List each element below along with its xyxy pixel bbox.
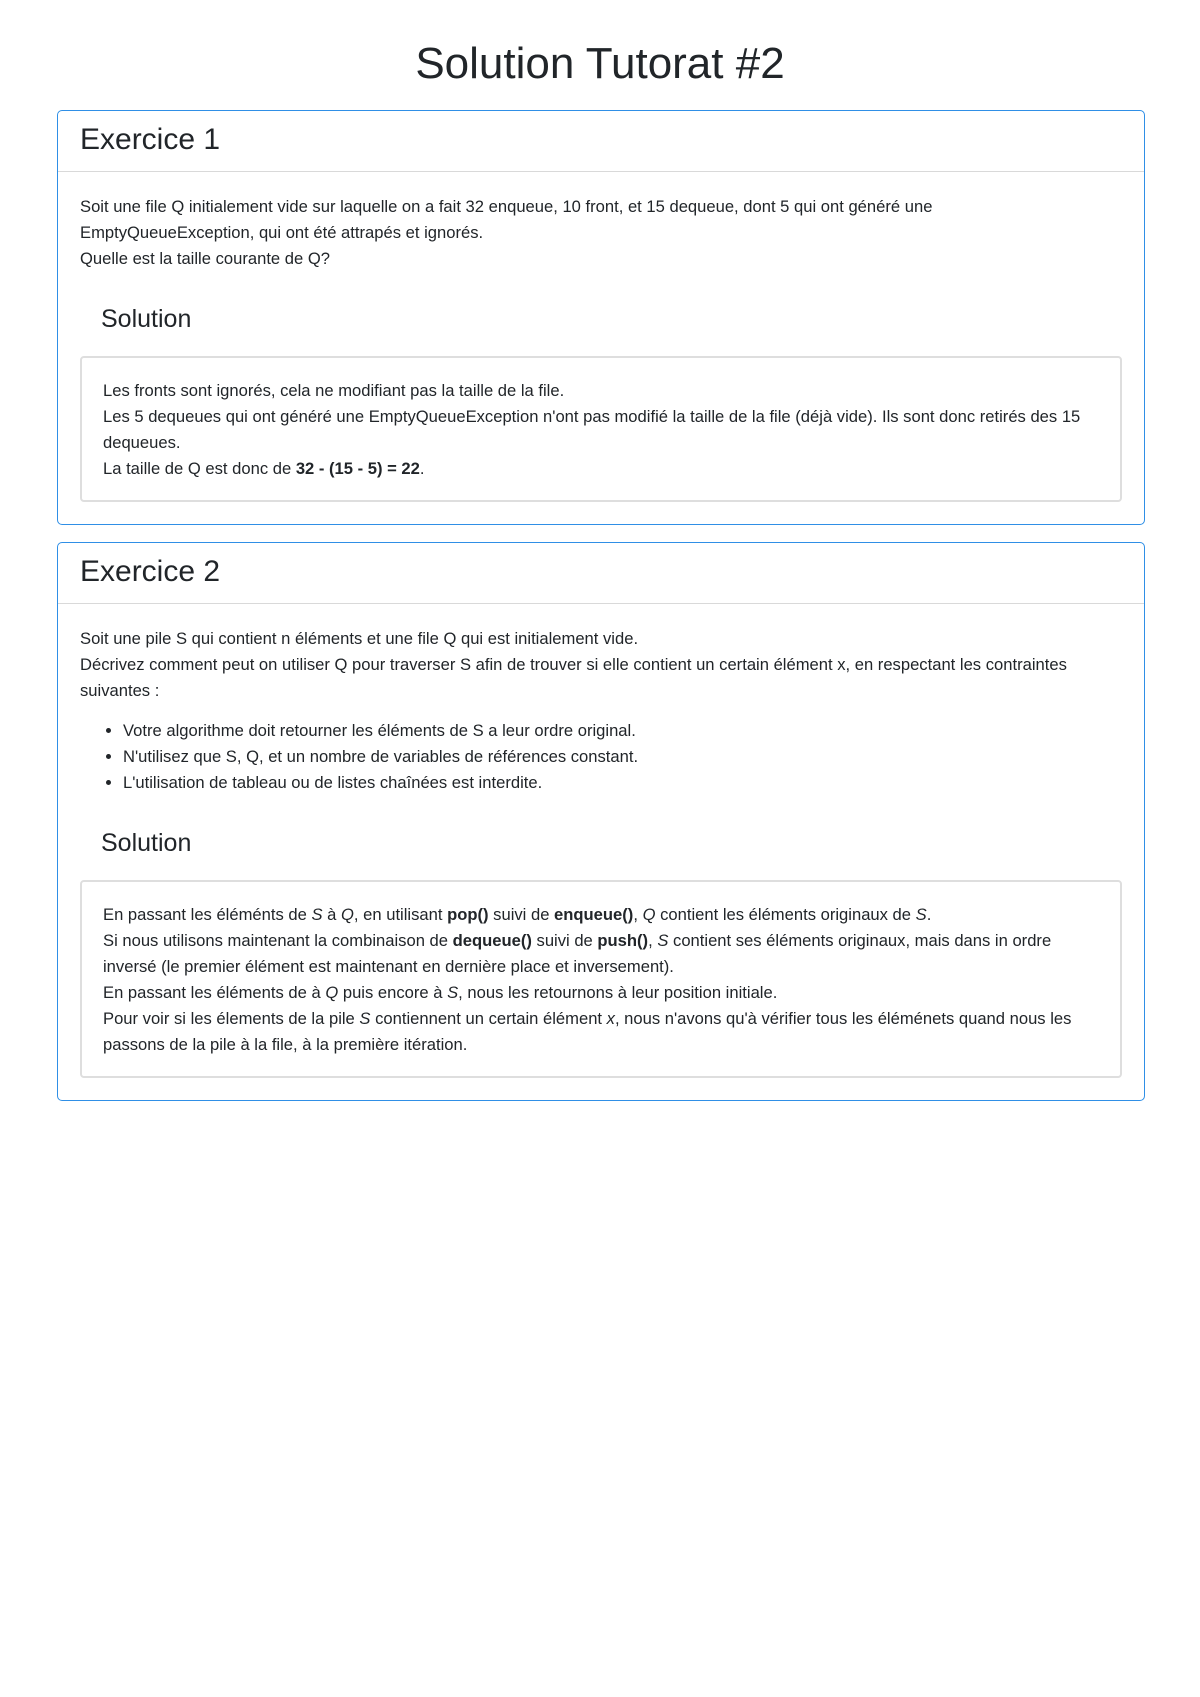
solution-heading: Solution (101, 829, 192, 857)
text-fragment: Pour voir si les élements de la pile (103, 1009, 360, 1028)
var-x: x (606, 1009, 615, 1028)
question-line: Soit une pile S qui contient n éléments et une file Q qui est initialement vide. (80, 629, 639, 648)
var-q: Q (341, 905, 354, 924)
text-fragment: contient les éléments originaux de (655, 905, 916, 924)
text-fragment: La taille de Q est donc de (103, 459, 296, 478)
solution-line: Les fronts sont ignorés, cela ne modifiant pas la taille de la file. (103, 381, 565, 400)
text-fragment: , (648, 931, 658, 950)
solution-line (103, 459, 425, 478)
question-line: EmptyQueueException, qui ont été attrapés et ignorés. (80, 223, 484, 242)
solution-box (80, 356, 1122, 502)
text-fragment: , en utilisant (353, 905, 448, 924)
text-fragment: . (926, 905, 932, 924)
text-fragment: , nous n'avons qu'à vérifier tous les éléménets quand nous les passons de la pile à la file, à la première itération. (103, 1009, 1072, 1054)
exercise-2-question (80, 626, 1122, 704)
constraints-list (80, 718, 1122, 796)
exercise-1-question (80, 194, 1122, 272)
method-dequeue: dequeue() (452, 931, 532, 950)
question-line: Quelle est la taille courante de Q? (80, 249, 330, 268)
var-s: S (447, 983, 459, 1002)
text-fragment: , nous les retournons à leur position initiale. (458, 983, 778, 1002)
exercise-1-card (57, 110, 1145, 525)
list-item: • L'utilisation de tableau ou de listes chaînées est interdite. (123, 770, 1122, 796)
text-fragment: Si nous utilisons maintenant la combinaison de (103, 931, 453, 950)
exercise-2-heading: Exercice 2 (58, 543, 1144, 604)
text-fragment: à (322, 905, 341, 924)
text-fragment: suivi de (531, 931, 598, 950)
var-s: S (915, 905, 927, 924)
method-push: push() (597, 931, 649, 950)
method-pop: pop() (447, 905, 489, 924)
text-fragment: , (633, 905, 643, 924)
var-s: S (359, 1009, 371, 1028)
text-fragment: En passant les éléments de à (103, 983, 326, 1002)
text-fragment: En passant les éléménts de (103, 905, 312, 924)
result-formula: 32 - (15 - 5) = 22 (295, 459, 420, 478)
solution-heading: Solution (101, 305, 192, 333)
text-fragment: contiennent un certain élément (370, 1009, 607, 1028)
question-line: Décrivez comment peut on utiliser Q pour traverser S afin de trouver si elle contient un certain élément x, en respectant les contraintes suivantes : (80, 655, 1067, 700)
solution-line (103, 905, 931, 924)
list-item: • Votre algorithme doit retourner les éléments de S a leur ordre original. (123, 718, 1122, 744)
solution-line (103, 1009, 1071, 1054)
var-q: Q (642, 905, 656, 924)
solution-line (103, 931, 1051, 976)
solution-box (80, 880, 1122, 1078)
solution-line (103, 983, 777, 1002)
exercise-2-card (57, 542, 1145, 1101)
solution-line: Les 5 dequeues qui ont généré une EmptyQueueException n'ont pas modifié la taille de la file (déjà vide). Ils sont donc retirés des 15 dequeues. (103, 407, 1081, 452)
method-enqueue: enqueue() (554, 905, 634, 924)
text-fragment: contient ses éléments originaux, mais dans in ordre inversé (le premier élément est maintenant en dernière place et inversement). (103, 931, 1052, 976)
list-item: • N'utilisez que S, Q, et un nombre de variables de références constant. (123, 744, 1122, 770)
text-fragment: suivi de (488, 905, 555, 924)
exercise-2-body (58, 604, 1144, 1098)
text-fragment: . (419, 459, 425, 478)
var-q: Q (325, 983, 339, 1002)
var-s: S (657, 931, 669, 950)
page-title: Solution Tutorat #2 (415, 39, 785, 88)
question-line: Soit une file Q initialement vide sur laquelle on a fait 32 enqueue, 10 front, et 15 dequeue, dont 5 qui ont généré une (80, 197, 933, 216)
exercise-1-heading: Exercice 1 (58, 111, 1144, 172)
text-fragment: puis encore à (338, 983, 448, 1002)
var-s: S (311, 905, 323, 924)
exercise-1-body (58, 172, 1144, 522)
